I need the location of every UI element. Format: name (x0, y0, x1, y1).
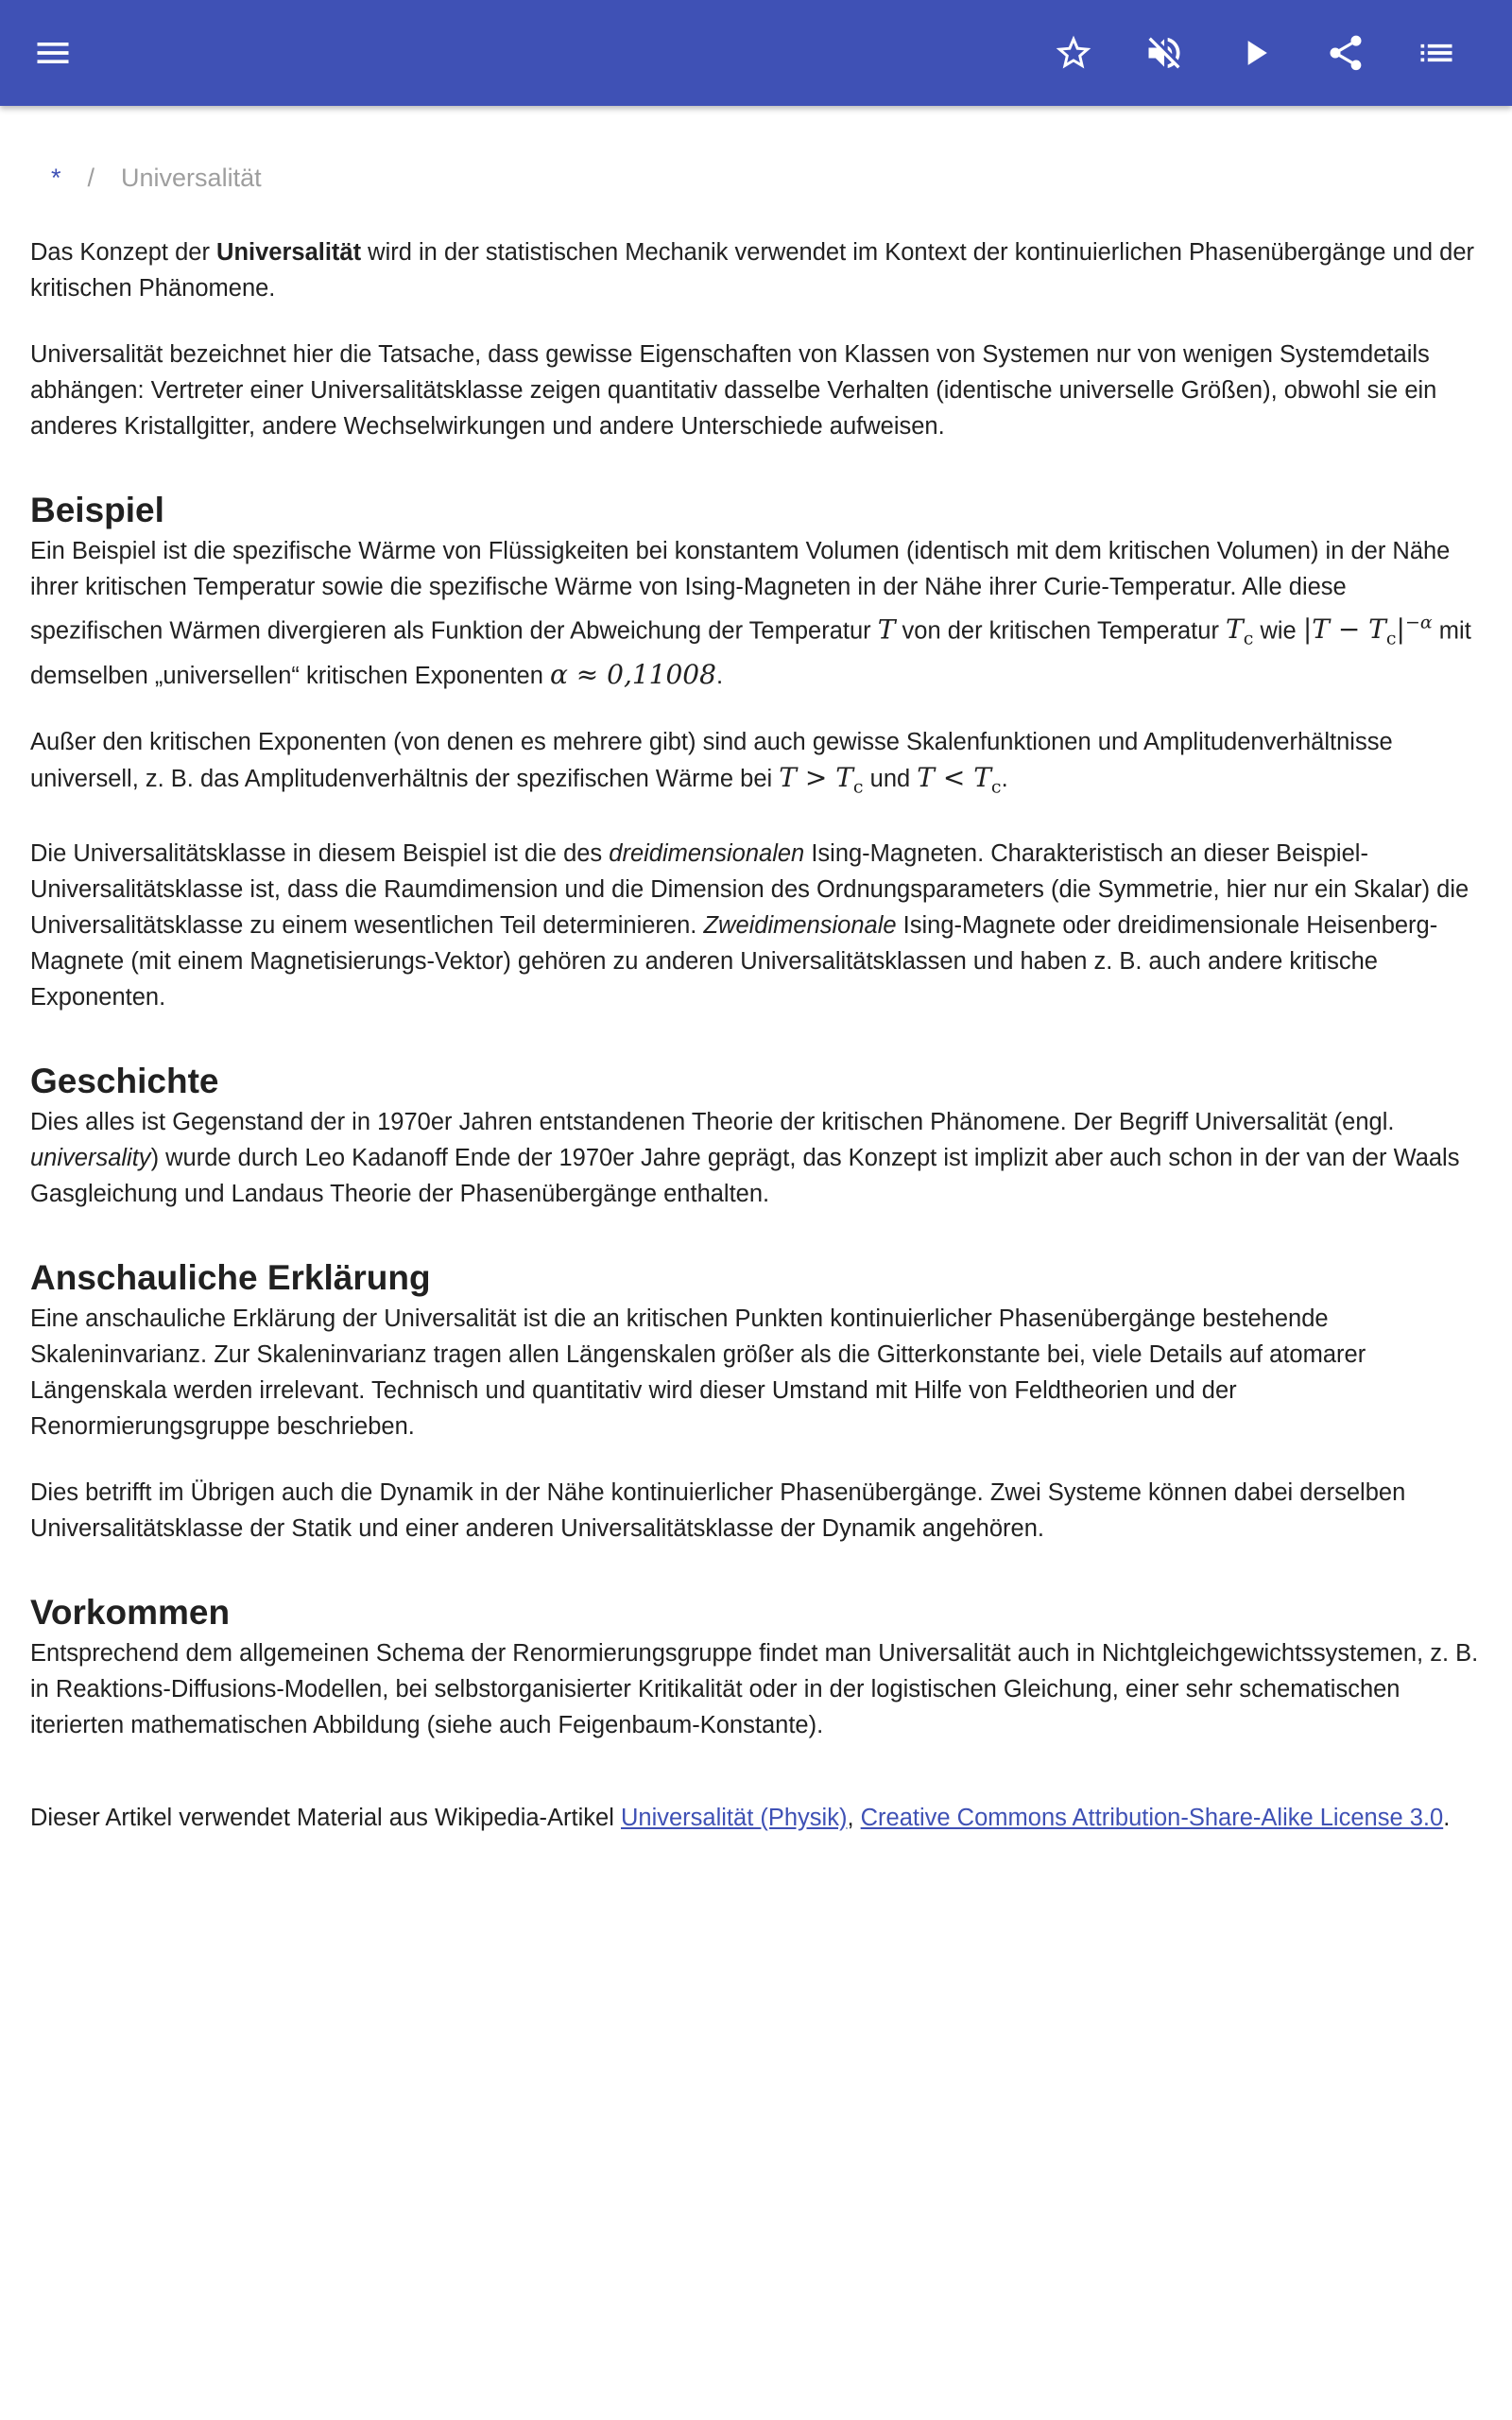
breadcrumb-separator: / (87, 164, 95, 192)
menu-icon (32, 32, 74, 74)
license-link[interactable]: Creative Commons Attribution-Share-Alike License 3.0 (860, 1804, 1444, 1831)
beispiel-paragraph-1: Ein Beispiel ist die spezifische Wärme von Flüssigkeiten bei konstantem Volumen (identisch mit dem kritischen Volumen) in der Nähe ihrer kritischen Temperatur sowie die spezifische Wärme von Ising-Magneten in der Nähe ihrer Curie-Temperatur. Alle diese spezifischen Wärmen divergieren als Funktion der Abweichung der Temperatur T von der kritischen Temperatur $T_c$ wie $|T - T_c|^{-\alpha}$ mit demselben „universellen“ kritischen Exponenten α ≈ 0,11008. (30, 538, 1471, 690)
term-bold: Universalität (216, 239, 362, 266)
bookmark-button[interactable] (1043, 23, 1104, 83)
math-abs-expression: $|T - T_c|^{-\alpha}$ (1302, 613, 1433, 649)
vorkommen-paragraph-1: Entsprechend dem allgemeinen Schema der Renormierungsgruppe findet man Universalität auch in Nichtgleichgewichtssystemen, z. B. in Reaktions-Diffusions-Modellen, bei selbstorganisierter Kritikalität oder in der logistischen Gleichung, einer sehr schematischen iterierten mathematischen Abbildung (siehe auch Feigenbaum-Konstante). (30, 1639, 1479, 1738)
app-bar (0, 0, 1512, 106)
geschichte-paragraph-1: Dies alles ist Gegenstand der in 1970er Jahren entstandenen Theorie der kritischen Phänomene. Der Begriff Universalität (engl. universality) wurde durch Leo Kadanoff Ende der 1970er Jahre geprägt, das Konzept ist implizit aber auch schon in der van der Waals Gasgleichung und Landaus Theorie der Phasenübergänge enthalten. (30, 1108, 1460, 1207)
section-heading-vorkommen: Vorkommen (30, 1592, 231, 1632)
breadcrumb-current: Universalität (121, 164, 262, 192)
play-button[interactable] (1225, 23, 1285, 83)
section-heading-geschichte: Geschichte (30, 1061, 219, 1100)
math-alpha-value: α ≈ 0,11008 (549, 658, 716, 690)
breadcrumb-home-link[interactable]: * (51, 164, 61, 192)
erklaerung-paragraph-2: Dies betrifft im Übrigen auch die Dynamik in der Nähe kontinuierlicher Phasenübergänge. Zwei Systeme können dabei derselben Universalitätsklasse der Statik und einer anderen Universalitätsklasse der Dynamik angehören. (30, 1478, 1406, 1542)
intro-paragraph-1: Das Konzept der Universalität wird in der statistischen Mechanik verwendet im Kontext der kontinuierlichen Phasenübergänge und der kritischen Phänomene. (30, 239, 1475, 302)
play-icon (1234, 32, 1276, 74)
section-heading-beispiel: Beispiel (30, 491, 164, 529)
star-icon (1053, 32, 1094, 74)
math-T-greater-Tc: $T > T_c$ (779, 761, 864, 798)
volume-off-icon (1143, 32, 1185, 74)
playlist-icon (1416, 32, 1457, 74)
attribution-footer: Dieser Artikel verwendet Material aus Wikipedia-Artikel Universalität (Physik), Creative Commons Attribution-Share-Alike License 3.0. (30, 1804, 1451, 1831)
breadcrumb (51, 159, 1482, 197)
mute-button[interactable] (1134, 23, 1194, 83)
share-button[interactable] (1315, 23, 1376, 83)
section-heading-erklaerung: Anschauliche Erklärung (30, 1257, 431, 1297)
beispiel-paragraph-3: Die Universalitätsklasse in diesem Beispiel ist die des dreidimensionalen Ising-Magneten. Charakteristisch an dieser Beispiel-Universalitätsklasse ist, dass die Raumdimension und die Dimension des Ordnungsparameters (die Symmetrie, hier nur ein Skalar) die Universalitätsklasse zu einem wesentlichen Teil determinieren. Zweidimensionale Ising-Magnete oder dreidimensionale Heisenberg-Magnete (mit einem Magnetisierungs-Vektor) gehören zu anderen Universalitätsklassen und haben z. B. auch andere kritische Exponenten. (30, 839, 1469, 1011)
math-T-less-Tc: $T < T_c$ (917, 761, 1002, 798)
wikipedia-article-link[interactable]: Universalität (Physik) (620, 1804, 848, 1831)
contents-button[interactable] (1406, 23, 1467, 83)
math-T: T (877, 614, 896, 646)
beispiel-paragraph-2: Außer den kritischen Exponenten (von denen es mehrere gibt) sind auch gewisse Skalenfunktionen und Amplitudenverhältnisse universell, z. B. das Amplitudenverhältnis der spezifischen Wärme bei $T > T_c$ und $T < T_c$. (30, 728, 1393, 798)
math-Tc: $T_c$ (1226, 614, 1254, 649)
article (30, 159, 1482, 1866)
intro-paragraph-2: Universalität bezeichnet hier die Tatsache, dass gewisse Eigenschaften von Klassen von Systemen nur von wenigen Systemdetails abhängen: Vertreter einer Universalitätsklasse zeigen quantitativ dasselbe Verhalten (identische universelle Größen), obwohl sie ein anderes Kristallgitter, andere Wechselwirkungen und andere Unterschiede aufweisen. (30, 341, 1437, 440)
menu-button[interactable] (23, 23, 83, 83)
erklaerung-paragraph-1: Eine anschauliche Erklärung der Universalität ist die an kritischen Punkten kontinuierlicher Phasenübergänge bestehende Skaleninvarianz. Zur Skaleninvarianz tragen allen Längenskalen größer als die Gitterkonstante bei, viele Details auf atomarer Längenskala werden irrelevant. Technisch und quantitativ wird dieser Umstand mit Hilfe von Feldtheorien und der Renormierungsgruppe beschrieben. (30, 1305, 1366, 1440)
share-icon (1325, 32, 1366, 74)
